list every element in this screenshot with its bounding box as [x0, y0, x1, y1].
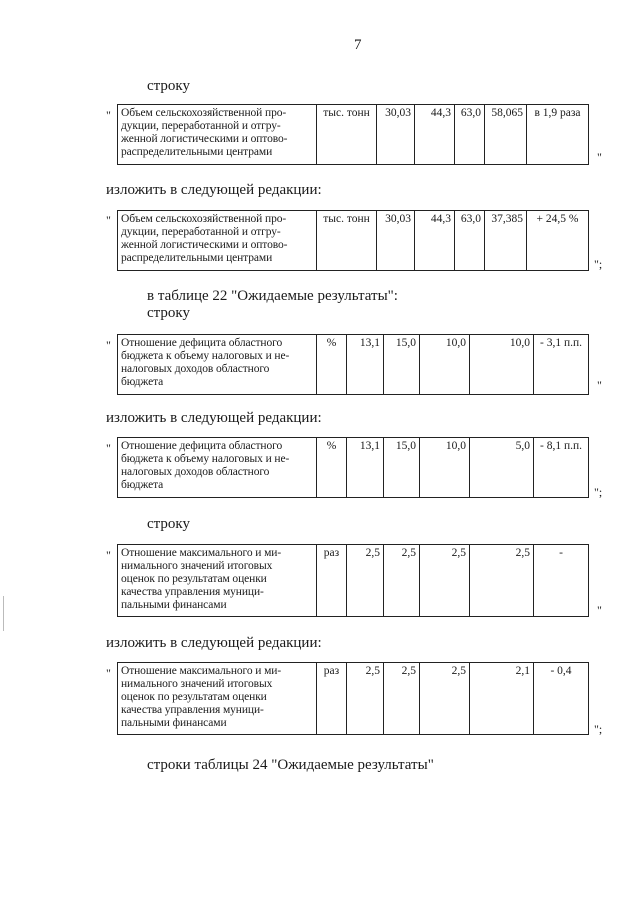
opening-quote: " [106, 441, 111, 455]
table-row [118, 545, 589, 617]
value-cell: 63,0 [455, 211, 485, 271]
value-cell: 2,5 [420, 663, 470, 735]
table-row [118, 335, 589, 395]
paragraph-text: строки таблицы 24 "Ожидаемые результаты" [147, 757, 434, 773]
value-cell: 15,0 [384, 438, 420, 498]
paragraph-text: изложить в следующей редакции: [106, 635, 322, 651]
value-cell: 13,1 [347, 335, 384, 395]
value-cell: 13,1 [347, 438, 384, 498]
value-cell: 10,0 [420, 335, 470, 395]
change-cell: + 24,5 % [527, 211, 589, 271]
change-cell: в 1,9 раза [527, 105, 589, 165]
table-row [118, 438, 589, 498]
opening-quote: " [106, 666, 111, 680]
change-cell: - 8,1 п.п. [534, 438, 589, 498]
table-old-row-municipal-finance [117, 544, 589, 617]
table-new-row-budget-deficit [117, 437, 589, 498]
indicator-name-cell: Отношение дефицита областного бюджета к объему налоговых и не- налоговых доходов областного бюджета [118, 438, 317, 498]
table-new-row-agri-volume [117, 210, 589, 271]
closing-quote: "; [594, 485, 603, 499]
change-cell: - 3,1 п.п. [534, 335, 589, 395]
unit-cell: % [317, 335, 347, 395]
value-cell: 2,5 [384, 545, 420, 617]
unit-cell: раз [317, 545, 347, 617]
page-number: 7 [354, 37, 362, 53]
unit-cell: тыс. тонн [317, 105, 377, 165]
opening-quote: " [106, 108, 111, 122]
table-row [118, 105, 589, 165]
table-old-row-agri-volume [117, 104, 589, 165]
value-cell: 10,0 [470, 335, 534, 395]
paragraph-text: строку [147, 78, 190, 94]
indicator-name-cell: Объем сельскохозяйственной про- дукции, переработанной и отгру- женной логистическими и оптово- распределительными центрами [118, 211, 317, 271]
indicator-name-cell: Отношение максимального и ми- нимального значений итоговых оценок по результатам оценки качества управления муници- пальными финансами [118, 545, 317, 617]
value-cell: 2,5 [347, 545, 384, 617]
paragraph-text: строку [147, 305, 190, 321]
unit-cell: % [317, 438, 347, 498]
indicator-name-cell: Объем сельскохозяйственной про- дукции, переработанной и отгру- женной логистическими и оптово- распределительными центрами [118, 105, 317, 165]
value-cell: 2,5 [384, 663, 420, 735]
table-row [118, 211, 589, 271]
paragraph-text: строку [147, 516, 190, 532]
value-cell: 30,03 [377, 211, 415, 271]
value-cell: 44,3 [415, 211, 455, 271]
unit-cell: раз [317, 663, 347, 735]
value-cell: 2,5 [470, 545, 534, 617]
table-new-row-municipal-finance [117, 662, 589, 735]
closing-quote: " [597, 603, 602, 617]
value-cell: 37,385 [485, 211, 527, 271]
paragraph-text: в таблице 22 "Ожидаемые результаты": [147, 288, 398, 304]
unit-cell: тыс. тонн [317, 211, 377, 271]
table-old-row-budget-deficit [117, 334, 589, 395]
paragraph-text: изложить в следующей редакции: [106, 410, 322, 426]
opening-quote: " [106, 213, 111, 227]
table-row [118, 663, 589, 735]
value-cell: 30,03 [377, 105, 415, 165]
opening-quote: " [106, 548, 111, 562]
paragraph-text: изложить в следующей редакции: [106, 182, 322, 198]
value-cell: 15,0 [384, 335, 420, 395]
value-cell: 2,5 [420, 545, 470, 617]
value-cell: 2,1 [470, 663, 534, 735]
value-cell: 2,5 [347, 663, 384, 735]
opening-quote: " [106, 338, 111, 352]
value-cell: 58,065 [485, 105, 527, 165]
indicator-name-cell: Отношение максимального и ми- нимального значений итоговых оценок по результатам оценки качества управления муници- пальными финансами [118, 663, 317, 735]
value-cell: 5,0 [470, 438, 534, 498]
value-cell: 63,0 [455, 105, 485, 165]
closing-quote: "; [594, 257, 603, 271]
closing-quote: "; [594, 722, 603, 736]
change-cell: - [534, 545, 589, 617]
value-cell: 44,3 [415, 105, 455, 165]
closing-quote: " [597, 378, 602, 392]
indicator-name-cell: Отношение дефицита областного бюджета к объему налоговых и не- налоговых доходов областного бюджета [118, 335, 317, 395]
value-cell: 10,0 [420, 438, 470, 498]
closing-quote: " [597, 150, 602, 164]
scan-margin-mark [3, 596, 7, 631]
change-cell: - 0,4 [534, 663, 589, 735]
